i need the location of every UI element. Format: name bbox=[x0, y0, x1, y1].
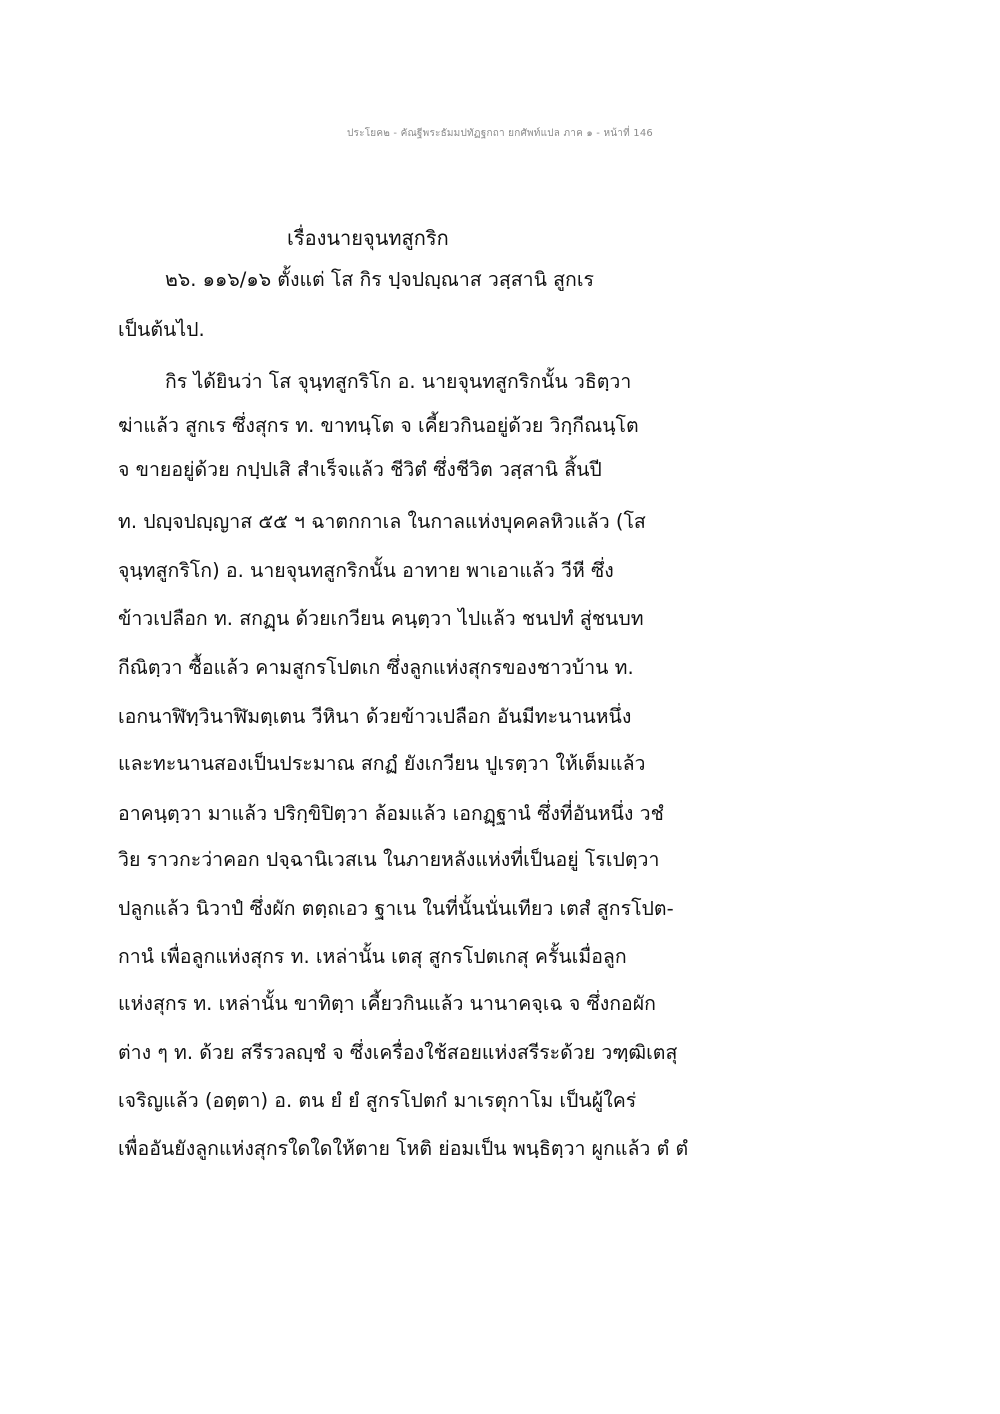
reference-continuation: เป็นต้นไป. bbox=[118, 318, 205, 341]
text-line-16: เจริญแล้ว (อตฺตา) อ. ตน ยํ ยํ สูกรโปตกํ มาเรตุกาโม เป็นผู้ใคร่ bbox=[118, 1089, 637, 1112]
text-line-1: กิร ได้ยินว่า โส จุนฺทสูกริโก อ. นายจุนทสูกริกนั้น วธิตฺวา bbox=[165, 370, 632, 393]
story-title: เรื่องนายจุนทสูกริก bbox=[287, 226, 449, 250]
text-line-15: ต่าง ๆ ท. ด้วย สรีรวลญฺชํ จ ซึ่งเครื่องใช้สอยแห่งสรีระด้วย วฑฺฒิเตสุ bbox=[118, 1041, 678, 1064]
text-line-10: อาคนฺตฺวา มาแล้ว ปริกฺขิปิตฺวา ล้อมแล้ว เอกฏฺฐานํ ซึ่งที่อันหนึ่ง วชํ bbox=[118, 802, 664, 825]
text-line-14: แห่งสุกร ท. เหล่านั้น ขาทิตฺา เคี้ยวกินแล้ว นานาคจฺเฉ จ ซึ่งกอผัก bbox=[118, 992, 656, 1015]
text-line-4: ท. ปญฺจปญฺญาส ๕๕ ฯ ฉาตกกาเล ในกาลแห่งบุคคลหิวแล้ว (โส bbox=[118, 510, 646, 533]
page-header: ประโยค๒ - คัณฐีพระธัมมปทัฏฐกถา ยกศัพท์แปล ภาค ๑ - หน้าที่ 146 bbox=[347, 128, 653, 139]
text-line-13: กานํ เพื่อลูกแห่งสุกร ท. เหล่านั้น เตสุ สูกรโปตเกสุ ครั้นเมื่อลูก bbox=[118, 945, 627, 968]
text-line-5: จุนฺทสูกริโก) อ. นายจุนทสูกริกนั้น อาทาย พาเอาแล้ว วีหี ซึ่ง bbox=[118, 559, 614, 582]
text-line-7: กีณิตฺวา ซื้อแล้ว คามสูกรโปตเก ซึ่งลูกแห่งสุกรของชาวบ้าน ท. bbox=[118, 656, 634, 679]
reference-line: ๒๖. ๑๑๖/๑๖ ตั้งแต่ โส กิร ปฺจปญฺณาส วสฺสานิ สูกเร bbox=[165, 268, 594, 291]
text-line-9: และทะนานสองเป็นประมาณ สกฏํ ยังเกวียน ปูเรตฺวา ให้เต็มแล้ว bbox=[118, 752, 646, 775]
text-line-11: วิย ราวกะว่าคอก ปจฺฉานิเวสเน ในภายหลังแห่งที่เป็นอยู่ โรเปตฺวา bbox=[118, 848, 660, 871]
text-line-6: ข้าวเปลือก ท. สกฏฺน ด้วยเกวียน คนฺตฺวา ไปแล้ว ชนปทํ สู่ชนบท bbox=[118, 607, 644, 630]
text-line-12: ปลูกแล้ว นิวาปํ ซึ่งผัก ตตฺถเอว ฐาเน ในที่นั้นนั่นเทียว เตสํ สูกรโปต- bbox=[118, 897, 674, 920]
text-line-8: เอกนาฬิทฺวินาฬิมตฺเตน วีหินา ด้วยข้าวเปลือก อันมีทะนานหนึ่ง bbox=[118, 705, 632, 728]
text-line-2: ฆ่าแล้ว สูกเร ซึ่งสุกร ท. ขาทนฺโต จ เคี้ยวกินอยู่ด้วย วิกฺกีณนฺโต bbox=[118, 414, 639, 437]
text-line-17: เพื่ออันยังลูกแห่งสุกรใดใดให้ตาย โหติ ย่อมเป็น พนฺธิตฺวา ผูกแล้ว ตํ ตํ bbox=[118, 1137, 689, 1160]
text-line-3: จ ขายอยู่ด้วย กปฺปเสิ สำเร็จแล้ว ชีวิตํ ซึ่งชีวิต วสฺสานิ สิ้นปี bbox=[118, 458, 602, 481]
